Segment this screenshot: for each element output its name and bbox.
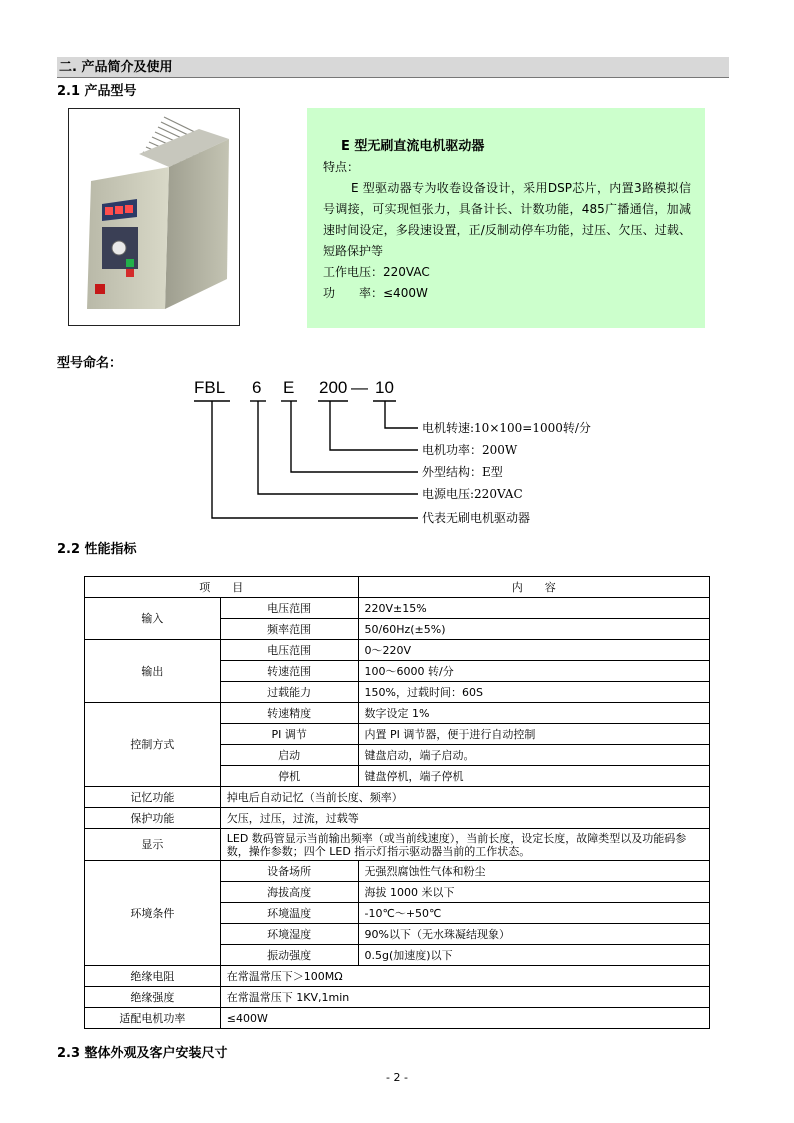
- row-label: 记忆功能: [85, 787, 221, 808]
- table-row: [85, 598, 710, 619]
- row-value: 欠压，过压，过流，过载等: [220, 808, 709, 829]
- row-value: 90%以下（无水珠凝结现象）: [358, 924, 709, 945]
- row-label: 转速范围: [220, 661, 358, 682]
- part-dash: —: [351, 378, 368, 397]
- feature-body: E 型驱动器专为收卷设备设计，采用DSP芯片，内置3路模拟信号调接，可实现恒张力，具备计长、计数功能，485广播通信，加减速时间设定，多段速设置，正/反制动停车功能，过压、欠压、过载、短路保护等: [323, 181, 691, 258]
- row-value: 键盘启动，端子启动。: [358, 745, 709, 766]
- group-environment: 环境条件: [85, 861, 221, 966]
- row-value: 100～6000 转/分: [358, 661, 709, 682]
- row-label: 设备场所: [220, 861, 358, 882]
- row-label: 电压范围: [220, 598, 358, 619]
- row-label: 电压范围: [220, 640, 358, 661]
- row-value: 150%，过载时间：60S: [358, 682, 709, 703]
- row-value: 在常温常压下＞100MΩ: [220, 966, 709, 987]
- part-6: 6: [252, 378, 262, 397]
- table-row: [85, 966, 710, 987]
- part-fbl: FBL: [194, 378, 226, 397]
- note-speed: 电机转速:10×100=1000转/分: [422, 421, 591, 435]
- row-value: 掉电后自动记忆（当前长度、频率）: [220, 787, 709, 808]
- table-row: [85, 808, 710, 829]
- row-value: 0.5g(加速度)以下: [358, 945, 709, 966]
- note-structure: 外型结构：E型: [422, 465, 503, 479]
- row-label: 停机: [220, 766, 358, 787]
- row-label: 适配电机功率: [85, 1008, 221, 1029]
- table-row: [85, 987, 710, 1008]
- subsection-2-3-heading: 2.3 整体外观及客户安装尺寸: [57, 1046, 228, 1061]
- feature-power: 功 率：≤400W: [323, 286, 428, 300]
- row-label: 环境温度: [220, 903, 358, 924]
- part-e: E: [283, 378, 295, 397]
- spec-table: [84, 576, 710, 1029]
- naming-label: 型号命名：: [57, 356, 123, 371]
- subsection-2-2-heading: 2.2 性能指标: [57, 542, 137, 557]
- driver-device-illustration: [69, 109, 239, 325]
- table-header-row: [85, 577, 710, 598]
- row-label: 保护功能: [85, 808, 221, 829]
- page-number: - 2 -: [386, 1071, 408, 1084]
- note-driver: 代表无刷电机驱动器: [422, 511, 531, 525]
- row-value: ≤400W: [220, 1008, 709, 1029]
- header-item: 项 目: [85, 577, 359, 598]
- header-content: 内 容: [358, 577, 709, 598]
- row-label: 绝缘电阻: [85, 966, 221, 987]
- row-value: 220V±15%: [358, 598, 709, 619]
- note-voltage: 电源电压:220VAC: [422, 487, 523, 501]
- row-label: 频率范围: [220, 619, 358, 640]
- table-row: [85, 1008, 710, 1029]
- table-row: [85, 861, 710, 882]
- row-label: 绝缘强度: [85, 987, 221, 1008]
- feature-label: 特点：: [323, 160, 360, 174]
- row-value: 键盘停机，端子停机: [358, 766, 709, 787]
- part-10: 10: [375, 378, 394, 397]
- product-photo: [68, 108, 240, 326]
- row-label: PI 调节: [220, 724, 358, 745]
- row-value: 海拔 1000 米以下: [358, 882, 709, 903]
- group-input: 输入: [85, 598, 221, 640]
- row-label: 振动强度: [220, 945, 358, 966]
- subsection-2-1-heading: 2.1 产品型号: [57, 84, 137, 99]
- table-row: [85, 640, 710, 661]
- group-output: 输出: [85, 640, 221, 703]
- feature-box: [307, 108, 705, 328]
- row-value: LED 数码管显示当前输出频率（或当前线速度），当前长度，设定长度，故障类型以及功能码参数，操作参数；四个 LED 指示灯指示驱动器当前的工作状态。: [220, 829, 709, 861]
- feature-voltage: 工作电压：220VAC: [323, 265, 430, 279]
- row-label: 转速精度: [220, 703, 358, 724]
- row-label: 过载能力: [220, 682, 358, 703]
- row-value: 数字设定 1%: [358, 703, 709, 724]
- group-control: 控制方式: [85, 703, 221, 787]
- row-label: 环境湿度: [220, 924, 358, 945]
- row-value: 无强烈腐蚀性气体和粉尘: [358, 861, 709, 882]
- table-row: [85, 703, 710, 724]
- row-value: 内置 PI 调节器，便于进行自动控制: [358, 724, 709, 745]
- note-power: 电机功率：200W: [422, 443, 518, 457]
- row-value: -10℃～+50℃: [358, 903, 709, 924]
- row-value: 0～220V: [358, 640, 709, 661]
- row-label: 显示: [85, 829, 221, 861]
- row-label: 海拔高度: [220, 882, 358, 903]
- table-row: [85, 829, 710, 861]
- row-value: 在常温常压下 1KV,1min: [220, 987, 709, 1008]
- row-value: 50/60Hz(±5%): [358, 619, 709, 640]
- part-200: 200: [319, 378, 348, 397]
- feature-title: E 型无刷直流电机驱动器: [341, 139, 485, 154]
- model-naming-diagram: [170, 370, 640, 540]
- row-label: 启动: [220, 745, 358, 766]
- table-row: [85, 787, 710, 808]
- section-title: 二. 产品简介及使用: [57, 57, 729, 78]
